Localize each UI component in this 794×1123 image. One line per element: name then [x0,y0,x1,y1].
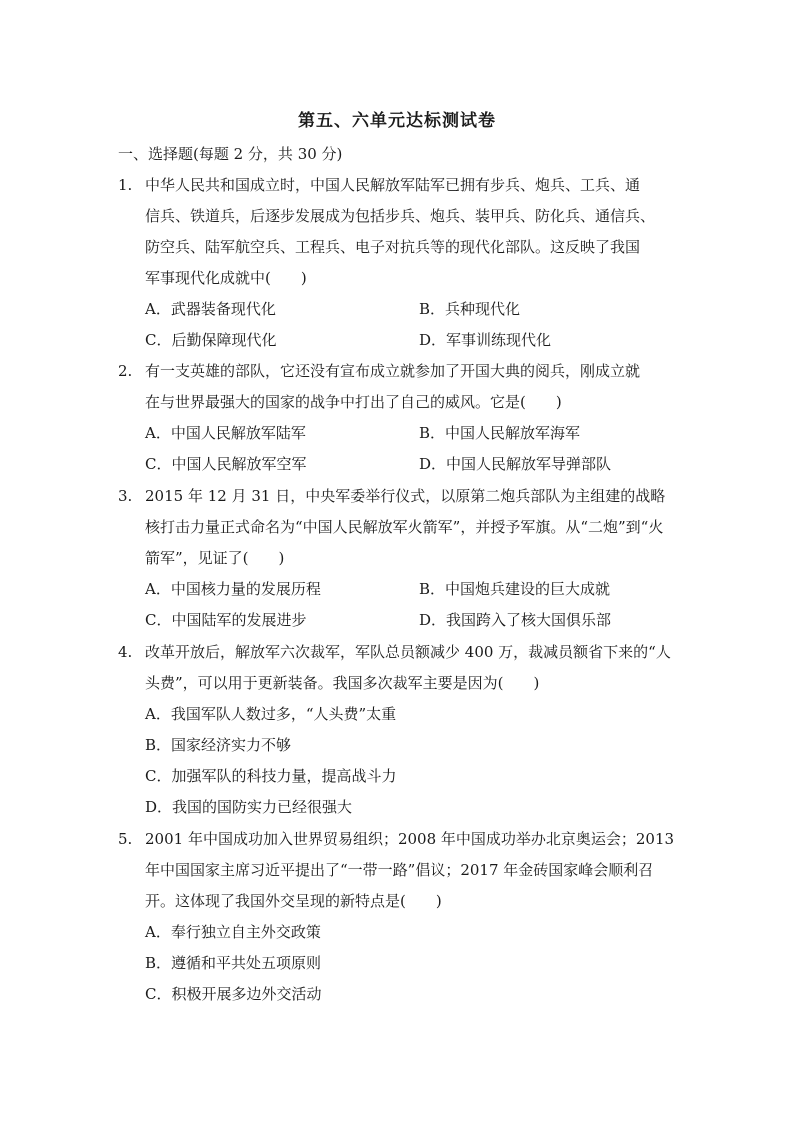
options-row [118,418,678,449]
option-a[interactable]: A．我国军队人数过多，“人头费”太重 [145,705,397,723]
question-number: 2. [118,362,133,380]
option-d[interactable]: D．我国跨入了核大国俱乐部 [419,611,612,629]
option-b[interactable]: B．国家经济实力不够 [145,736,292,754]
question-text: 核打击力量正式命名为“中国人民解放军火箭军”，并授予军旗。从“二炮”到“火 [145,518,664,536]
question-text: 军事现代化成就中( ) [145,269,307,287]
question-text: 年中国国家主席习近平提出了“一带一路”倡议；2017 年金砖国家峰会顺利召 [145,861,654,879]
options-row [118,325,678,356]
question-text: 开。这体现了我国外交呈现的新特点是( ) [145,892,442,910]
options-row [118,574,678,605]
question-3 [118,481,678,636]
options-row [118,294,678,325]
option-a[interactable]: A．武器装备现代化 [145,300,276,318]
option-c[interactable]: C．加强军队的科技力量，提高战斗力 [145,767,397,785]
question-1 [118,170,678,356]
option-d[interactable]: D．我国的国防实力已经很强大 [145,798,353,816]
question-text: 在与世界最强大的国家的战争中打出了自己的威风。它是( ) [145,393,562,411]
option-c[interactable]: C．中国人民解放军空军 [145,455,307,473]
question-text: 防空兵、陆军航空兵、工程兵、电子对抗兵等的现代化部队。这反映了我国 [145,238,641,256]
question-4 [118,637,678,823]
option-a[interactable]: A．奉行独立自主外交政策 [145,923,321,941]
question-text: 改革开放后，解放军六次裁军，军队总员额减少 400 万，裁减员额省下来的“人 [145,643,671,661]
question-number: 4. [118,643,133,661]
question-text: 2001 年中国成功加入世界贸易组织；2008 年中国成功举办北京奥运会；2013 [145,830,675,848]
question-text: 有一支英雄的部队，它还没有宣布成立就参加了开国大典的阅兵，刚成立就 [145,362,641,380]
option-c[interactable]: C．后勤保障现代化 [145,331,277,349]
option-b[interactable]: B．兵种现代化 [419,300,521,318]
question-number: 1. [118,176,133,194]
question-text: 2015 年 12 月 31 日，中央军委举行仪式，以原第二炮兵部队为主组建的战略 [145,487,666,505]
question-5 [118,824,678,1010]
option-c[interactable]: C．中国陆军的发展进步 [145,611,307,629]
question-text: 中华人民共和国成立时，中国人民解放军陆军已拥有步兵、炮兵、工兵、通 [145,176,641,194]
question-text: 信兵、铁道兵，后逐步发展成为包括步兵、炮兵、装甲兵、防化兵、通信兵、 [145,207,656,225]
option-d[interactable]: D．军事训练现代化 [419,331,552,349]
section-heading: 一、选择题(每题 2 分，共 30 分) [118,145,343,163]
option-b[interactable]: B．中国炮兵建设的巨大成就 [419,580,611,598]
question-number: 3. [118,487,133,505]
options-row [118,449,678,480]
question-text: 箭军”，见证了( ) [145,549,285,567]
option-a[interactable]: A．中国核力量的发展历程 [145,580,321,598]
question-text: 头费”，可以用于更新装备。我国多次裁军主要是因为( ) [145,674,540,692]
option-a[interactable]: A．中国人民解放军陆军 [145,424,306,442]
page-title: 第五、六单元达标测试卷 [298,111,496,131]
question-number: 5. [118,830,133,848]
options-row [118,605,678,636]
option-b[interactable]: B．遵循和平共处五项原则 [145,954,322,972]
option-b[interactable]: B．中国人民解放军海军 [419,424,581,442]
question-2 [118,356,678,480]
option-d[interactable]: D．中国人民解放军导弹部队 [419,455,612,473]
option-c[interactable]: C．积极开展多边外交活动 [145,985,322,1003]
